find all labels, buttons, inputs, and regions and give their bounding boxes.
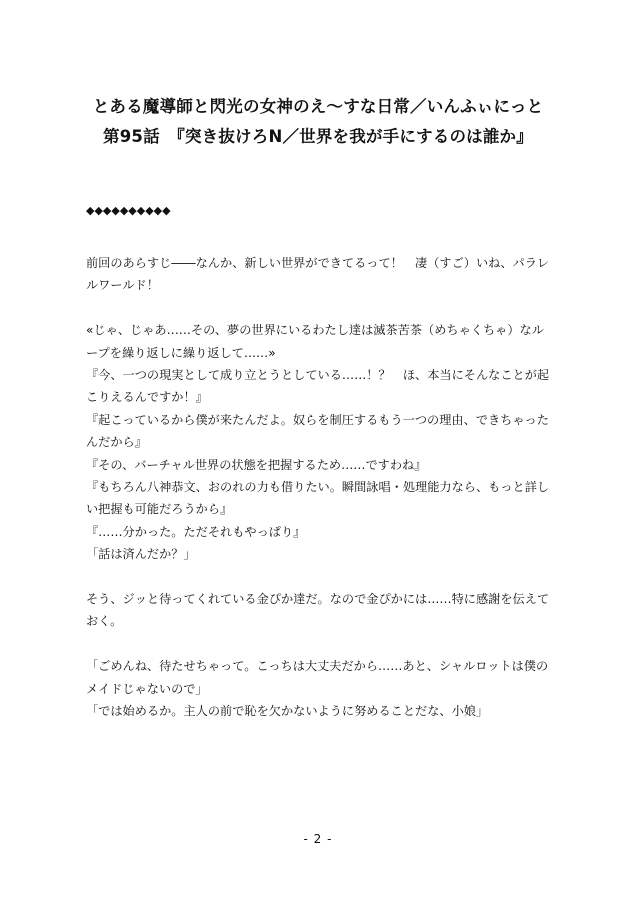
paragraph: 「ごめんね、待たせちゃって。こっちは大丈夫だから……あと、シャルロットは僕のメイドじゃないので」	[86, 659, 549, 696]
document-title: とある魔導師と閃光の女神のえ～すな日常／いんふぃにっと	[92, 97, 544, 116]
paragraph: そう、ジッと待ってくれている金ぴか達だ。なので金ぴかには……特に感謝を伝えておく。	[86, 592, 550, 629]
paragraph: 「話は済んだか？」	[86, 547, 196, 562]
paragraph: 『もちろん八神恭文、おのれの力も借りたい。瞬間詠唱・処理能力なら、もっと詳しい把握も可能だろうから』	[86, 480, 550, 517]
page-number: - 2 -	[303, 832, 333, 846]
chapter-title: 第95話 『突き抜けろN／世界を我が手にするのは誰か』	[103, 127, 533, 146]
section-separator: ◆◆◆◆◆◆◆◆◆◆	[86, 204, 171, 217]
paragraph: «じゃ、じゃあ……その、夢の世界にいるわたし達は滅茶苦茶（めちゃくちゃ）なループを繰り返しに繰り返して……»	[86, 323, 544, 360]
paragraph: 『起こっているから僕が来たんだよ。奴らを制圧するもう一つの理由、できちゃったんだから』	[86, 412, 549, 450]
blank-line	[86, 633, 556, 655]
blank-line	[86, 297, 556, 319]
paragraph: 「では始めるか。主人の前で恥を欠かないように努めることだな、小娘」	[86, 704, 489, 719]
paragraph: 『その、バーチャル世界の状態を把握するため……ですわね』	[86, 457, 427, 472]
paragraph: 『今、一つの現実として成り立とうとしている……！？ ほ、本当にそんなことが起こりえるんですか！』	[86, 368, 550, 405]
body-text	[86, 252, 556, 722]
blank-line	[86, 566, 556, 588]
paragraph: 『……分かった。ただそれもやっぱり』	[86, 524, 306, 539]
paragraph: 前回のあらすじ――なんか、新しい世界ができてるって！ 凄（すご）いね、パラレルワールド！	[86, 256, 550, 293]
